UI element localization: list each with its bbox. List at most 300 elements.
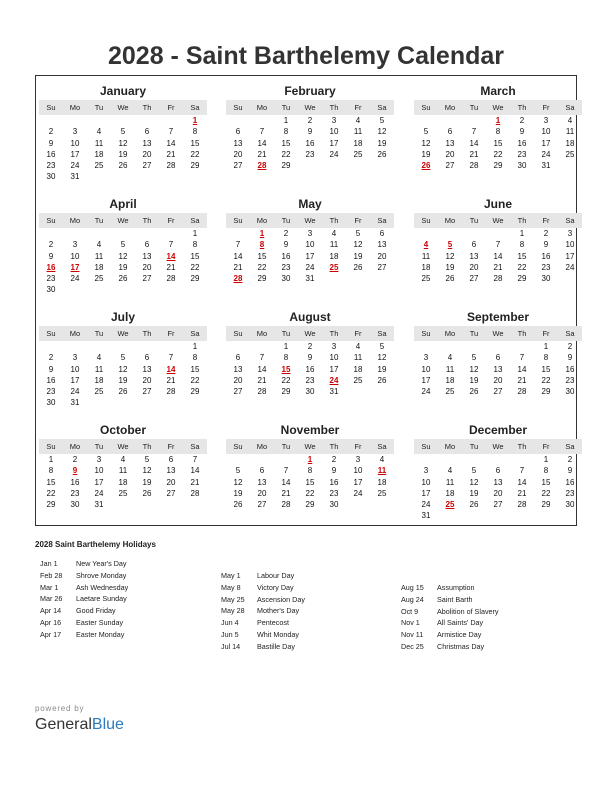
day-cell: 7	[235, 240, 241, 250]
day-cell: 21	[493, 262, 503, 272]
day-cell: 29	[190, 387, 200, 397]
day-cell: 19	[469, 488, 479, 498]
holiday-name: Whit Monday	[257, 629, 299, 639]
weekday-label: Tu	[469, 329, 479, 338]
holiday-name: Ascension Day	[257, 594, 305, 604]
weekday-label: Mo	[69, 329, 81, 338]
weekday-label: Mo	[256, 442, 268, 451]
weekday-label: Th	[329, 329, 339, 338]
month-june	[414, 195, 582, 284]
empty-cell	[486, 454, 510, 465]
day-cell: 7	[519, 466, 525, 476]
holiday-column	[40, 558, 220, 641]
day-cell: 21	[257, 149, 267, 159]
weekday-label: Sa	[565, 329, 575, 338]
day-cell: 13	[445, 138, 455, 148]
holiday-row	[401, 606, 581, 618]
day-cell: 22	[305, 488, 315, 498]
holidays-title: 2028 Saint Barthelemy Holidays	[35, 540, 156, 549]
holiday-date: Aug 24	[401, 594, 424, 604]
page-title: 2028 - Saint Barthelemy Calendar	[108, 42, 504, 70]
day-cell: 4	[447, 466, 453, 476]
day-cell: 8	[543, 353, 549, 363]
day-cell: 17	[353, 477, 363, 487]
day-cell: 13	[142, 251, 152, 261]
day-cell: 23	[281, 262, 291, 272]
day-cell: 4	[355, 342, 361, 351]
day-cell: 23	[565, 375, 575, 385]
day-cell: 13	[493, 477, 503, 487]
day-cell: 20	[493, 375, 503, 385]
day-cell: 4	[120, 455, 126, 464]
weekday-label: Mo	[444, 216, 456, 225]
day-cell: 16	[46, 375, 56, 385]
day-cell: 6	[495, 466, 501, 476]
empty-cell	[462, 454, 486, 465]
weekday-header	[39, 439, 207, 454]
holiday-date: Apr 14	[40, 606, 62, 616]
empty-cell	[414, 228, 438, 239]
day-cell: 13	[142, 138, 152, 148]
day-cell: 11	[421, 251, 431, 261]
empty-cell	[438, 341, 462, 352]
empty-cell	[414, 115, 438, 126]
holiday-row	[221, 605, 401, 617]
day-cell: 3	[72, 127, 78, 137]
weekday-label: We	[492, 103, 504, 112]
day-cell: 21	[233, 262, 243, 272]
day-cell: 8	[48, 466, 54, 476]
day-cell: 27	[233, 387, 243, 397]
day-cell: 5	[120, 240, 126, 250]
day-cell: 6	[495, 353, 501, 363]
holiday-row	[40, 617, 220, 629]
day-cell: 17	[70, 149, 80, 159]
day-cell: 11	[94, 364, 104, 374]
day-cell: 22	[190, 262, 200, 272]
empty-cell	[510, 454, 534, 465]
weekday-label: Sa	[190, 103, 200, 112]
weekday-label: Tu	[94, 103, 104, 112]
weekday-label: Mo	[69, 442, 81, 451]
day-cell: 3	[423, 353, 429, 363]
day-cell: 2	[567, 342, 573, 351]
day-cell: 19	[118, 262, 128, 272]
holiday-date: May 28	[221, 606, 245, 616]
weekday-label: We	[492, 442, 504, 451]
day-cell: 15	[541, 477, 551, 487]
day-cell: 20	[233, 149, 243, 159]
day-cell: 18	[94, 149, 104, 159]
day-cell: 2	[283, 229, 289, 238]
empty-cell	[226, 341, 250, 352]
day-cell: 20	[469, 262, 479, 272]
empty-cell	[63, 341, 87, 352]
empty-cell	[462, 115, 486, 126]
weekday-header	[226, 213, 394, 228]
month-november	[226, 421, 394, 510]
weekday-label: Tu	[469, 216, 479, 225]
day-cell: 12	[377, 127, 387, 137]
weekday-label: Tu	[94, 329, 104, 338]
day-cell: 30	[541, 274, 551, 284]
day-cell: 7	[259, 353, 265, 363]
weekday-label: We	[117, 442, 129, 451]
weekday-label: We	[117, 329, 129, 338]
day-cell: 10	[70, 138, 80, 148]
weekday-label: Sa	[377, 329, 387, 338]
month-name: March	[480, 84, 516, 98]
day-cell: 31	[329, 387, 339, 397]
empty-cell	[87, 115, 111, 126]
empty-cell	[226, 454, 250, 465]
empty-cell	[63, 115, 87, 126]
day-grid	[414, 341, 582, 397]
holiday-name: Assumption	[437, 583, 475, 592]
day-cell: 4	[96, 240, 102, 250]
holiday-date: Dec 25	[401, 641, 424, 651]
empty-cell	[159, 228, 183, 239]
day-cell: 30	[565, 387, 575, 397]
weekday-label: Th	[142, 442, 152, 451]
day-cell: 30	[70, 500, 80, 510]
day-cell: 23	[541, 262, 551, 272]
weekday-label: Su	[233, 329, 243, 338]
day-cell: 18	[565, 138, 575, 148]
holiday-day: 14	[166, 364, 176, 374]
day-cell: 29	[190, 274, 200, 284]
weekday-header	[414, 439, 582, 454]
day-cell: 28	[493, 274, 503, 284]
weekday-label: Mo	[69, 216, 81, 225]
month-name: January	[99, 84, 147, 98]
day-cell: 13	[233, 138, 243, 148]
day-cell: 20	[233, 375, 243, 385]
day-cell: 30	[565, 500, 575, 510]
day-cell: 29	[257, 274, 267, 284]
weekday-label: Fr	[542, 442, 550, 451]
day-cell: 6	[144, 240, 150, 250]
weekday-label: Mo	[256, 216, 268, 225]
day-cell: 13	[493, 364, 503, 374]
empty-cell	[250, 454, 274, 465]
day-cell: 19	[118, 375, 128, 385]
day-cell: 22	[190, 149, 200, 159]
month-name: October	[99, 423, 146, 437]
day-cell: 30	[305, 387, 315, 397]
day-cell: 21	[190, 477, 200, 487]
holiday-row	[221, 582, 401, 594]
empty-cell	[414, 341, 438, 352]
holiday-row	[221, 617, 401, 629]
day-cell: 2	[48, 353, 54, 363]
day-cell: 23	[565, 488, 575, 498]
day-cell: 11	[445, 364, 455, 374]
day-cell: 10	[305, 240, 315, 250]
empty-cell	[486, 228, 510, 239]
month-name: July	[110, 310, 135, 324]
holiday-row	[401, 594, 581, 606]
day-cell: 4	[567, 116, 573, 125]
day-cell: 8	[283, 127, 289, 137]
weekday-label: Th	[517, 329, 527, 338]
day-cell: 7	[495, 240, 501, 250]
day-cell: 15	[190, 251, 200, 261]
day-cell: 26	[377, 375, 387, 385]
day-cell: 29	[190, 161, 200, 171]
month-name: April	[109, 197, 137, 211]
day-cell: 17	[329, 138, 339, 148]
day-cell: 26	[118, 161, 128, 171]
day-cell: 14	[190, 466, 200, 476]
weekday-label: Fr	[167, 216, 175, 225]
weekday-label: Su	[233, 216, 243, 225]
day-grid	[414, 228, 582, 284]
weekday-label: Th	[142, 216, 152, 225]
weekday-label: Tu	[281, 442, 291, 451]
day-cell: 18	[353, 364, 363, 374]
day-cell: 3	[543, 116, 549, 125]
day-cell: 18	[377, 477, 387, 487]
holiday-date: May 1	[221, 571, 241, 580]
holiday-day: 9	[72, 466, 78, 476]
empty-cell	[111, 341, 135, 352]
empty-cell	[87, 228, 111, 239]
month-name: August	[289, 310, 331, 324]
day-cell: 9	[519, 127, 525, 137]
weekday-label: Fr	[167, 442, 175, 451]
day-cell: 29	[305, 500, 315, 510]
day-cell: 27	[469, 274, 479, 284]
day-cell: 25	[94, 274, 104, 284]
day-cell: 14	[493, 251, 503, 261]
month-may	[226, 195, 394, 284]
weekday-label: Tu	[281, 329, 291, 338]
weekday-label: Tu	[281, 216, 291, 225]
empty-cell	[250, 115, 274, 126]
day-cell: 28	[517, 500, 527, 510]
day-cell: 7	[471, 127, 477, 137]
weekday-header	[414, 213, 582, 228]
weekday-label: Tu	[469, 103, 479, 112]
day-cell: 5	[235, 466, 241, 476]
day-cell: 8	[495, 127, 501, 137]
holiday-day: 28	[257, 161, 267, 171]
day-cell: 3	[96, 455, 102, 464]
day-cell: 25	[353, 149, 363, 159]
weekday-label: Tu	[469, 442, 479, 451]
day-cell: 22	[493, 149, 503, 159]
holiday-row	[401, 641, 581, 653]
empty-cell	[135, 115, 159, 126]
day-cell: 31	[421, 511, 431, 521]
month-march	[414, 82, 582, 171]
day-cell: 27	[493, 500, 503, 510]
weekday-label: Sa	[377, 216, 387, 225]
day-cell: 16	[305, 364, 315, 374]
weekday-label: Fr	[542, 216, 550, 225]
day-cell: 7	[259, 127, 265, 137]
holiday-row	[401, 617, 581, 629]
day-cell: 22	[281, 375, 291, 385]
empty-cell	[135, 228, 159, 239]
holiday-day: 17	[70, 262, 80, 272]
day-cell: 1	[192, 342, 198, 351]
day-cell: 10	[94, 466, 104, 476]
holiday-date: May 25	[221, 594, 245, 604]
day-cell: 18	[118, 477, 128, 487]
weekday-label: Su	[421, 442, 431, 451]
day-cell: 7	[168, 127, 174, 137]
day-cell: 15	[190, 138, 200, 148]
day-cell: 22	[517, 262, 527, 272]
month-september	[414, 308, 582, 397]
holiday-name: Labour Day	[257, 571, 295, 580]
day-cell: 30	[46, 285, 56, 295]
day-grid	[39, 341, 207, 409]
day-cell: 26	[469, 387, 479, 397]
holiday-name: New Year's Day	[76, 559, 127, 568]
day-cell: 23	[329, 488, 339, 498]
holiday-date: Feb 28	[40, 570, 63, 580]
day-cell: 5	[120, 127, 126, 137]
day-cell: 16	[517, 138, 527, 148]
weekday-label: Fr	[542, 103, 550, 112]
day-cell: 10	[329, 353, 339, 363]
weekday-header	[226, 326, 394, 341]
day-cell: 13	[166, 466, 176, 476]
day-cell: 3	[423, 466, 429, 476]
holiday-row	[40, 629, 220, 641]
day-cell: 25	[118, 488, 128, 498]
weekday-label: Th	[142, 103, 152, 112]
day-cell: 27	[142, 274, 152, 284]
empty-cell	[510, 341, 534, 352]
day-cell: 11	[118, 466, 128, 476]
day-cell: 10	[353, 466, 363, 476]
day-cell: 28	[257, 387, 267, 397]
day-cell: 17	[565, 251, 575, 261]
holiday-day: 16	[46, 262, 56, 272]
generalblue-logo[interactable]	[35, 716, 124, 734]
empty-cell	[159, 115, 183, 126]
day-cell: 26	[142, 488, 152, 498]
day-cell: 3	[307, 229, 313, 238]
weekday-header	[226, 439, 394, 454]
weekday-label: Fr	[354, 103, 362, 112]
day-cell: 18	[421, 262, 431, 272]
weekday-label: We	[117, 103, 129, 112]
day-cell: 9	[567, 353, 573, 363]
day-cell: 30	[281, 274, 291, 284]
weekday-label: We	[117, 216, 129, 225]
day-cell: 19	[469, 375, 479, 385]
day-cell: 22	[257, 262, 267, 272]
holiday-column	[401, 582, 581, 653]
holiday-name: Saint Barth	[437, 594, 473, 604]
day-cell: 27	[142, 387, 152, 397]
holiday-day: 11	[377, 466, 387, 476]
holiday-row	[401, 629, 581, 641]
holiday-row	[401, 582, 581, 594]
day-cell: 29	[541, 387, 551, 397]
holiday-date: Apr 16	[40, 617, 62, 627]
day-cell: 10	[70, 364, 80, 374]
day-cell: 28	[166, 387, 176, 397]
day-cell: 7	[192, 455, 198, 464]
day-cell: 18	[445, 375, 455, 385]
holiday-date: Aug 15	[401, 583, 424, 592]
day-cell: 3	[72, 353, 78, 363]
day-cell: 23	[46, 274, 56, 284]
weekday-header	[39, 326, 207, 341]
day-cell: 23	[305, 149, 315, 159]
empty-cell	[39, 341, 63, 352]
day-cell: 1	[519, 229, 525, 238]
day-cell: 15	[493, 138, 503, 148]
day-grid	[226, 115, 394, 171]
day-cell: 12	[377, 353, 387, 363]
day-cell: 11	[329, 240, 339, 250]
holiday-day: 1	[259, 229, 265, 238]
weekday-label: Su	[46, 329, 56, 338]
holiday-date: Apr 17	[40, 629, 62, 639]
day-cell: 27	[445, 161, 455, 171]
month-name: November	[280, 423, 340, 437]
day-cell: 14	[233, 251, 243, 261]
day-cell: 1	[283, 342, 289, 351]
day-cell: 20	[142, 375, 152, 385]
day-cell: 9	[307, 353, 313, 363]
day-cell: 12	[469, 364, 479, 374]
holiday-row	[40, 558, 220, 570]
day-cell: 6	[379, 229, 385, 238]
day-cell: 21	[166, 262, 176, 272]
holiday-name: Armistice Day	[437, 630, 482, 640]
day-cell: 24	[353, 488, 363, 498]
holiday-name: Victory Day	[257, 582, 294, 592]
day-cell: 25	[445, 387, 455, 397]
day-cell: 24	[565, 262, 575, 272]
day-cell: 15	[46, 477, 56, 487]
day-cell: 31	[541, 161, 551, 171]
weekday-label: Sa	[377, 442, 387, 451]
holiday-date: Nov 11	[401, 630, 424, 640]
day-cell: 11	[353, 127, 363, 137]
day-cell: 11	[445, 477, 455, 487]
weekday-label: Fr	[354, 442, 362, 451]
day-cell: 30	[517, 161, 527, 171]
day-cell: 20	[377, 251, 387, 261]
day-cell: 31	[70, 398, 80, 408]
day-cell: 6	[471, 240, 477, 250]
day-cell: 14	[257, 138, 267, 148]
day-cell: 23	[46, 161, 56, 171]
day-cell: 8	[307, 466, 313, 476]
weekday-label: We	[304, 329, 316, 338]
day-cell: 1	[543, 342, 549, 351]
holiday-name: Abolition of Slavery	[437, 606, 499, 616]
day-cell: 18	[353, 138, 363, 148]
day-cell: 13	[142, 364, 152, 374]
empty-cell	[39, 228, 63, 239]
day-cell: 11	[565, 127, 575, 137]
day-cell: 28	[166, 274, 176, 284]
month-name: February	[284, 84, 336, 98]
day-cell: 16	[565, 477, 575, 487]
weekday-label: Th	[517, 442, 527, 451]
holiday-day: 14	[166, 251, 176, 261]
